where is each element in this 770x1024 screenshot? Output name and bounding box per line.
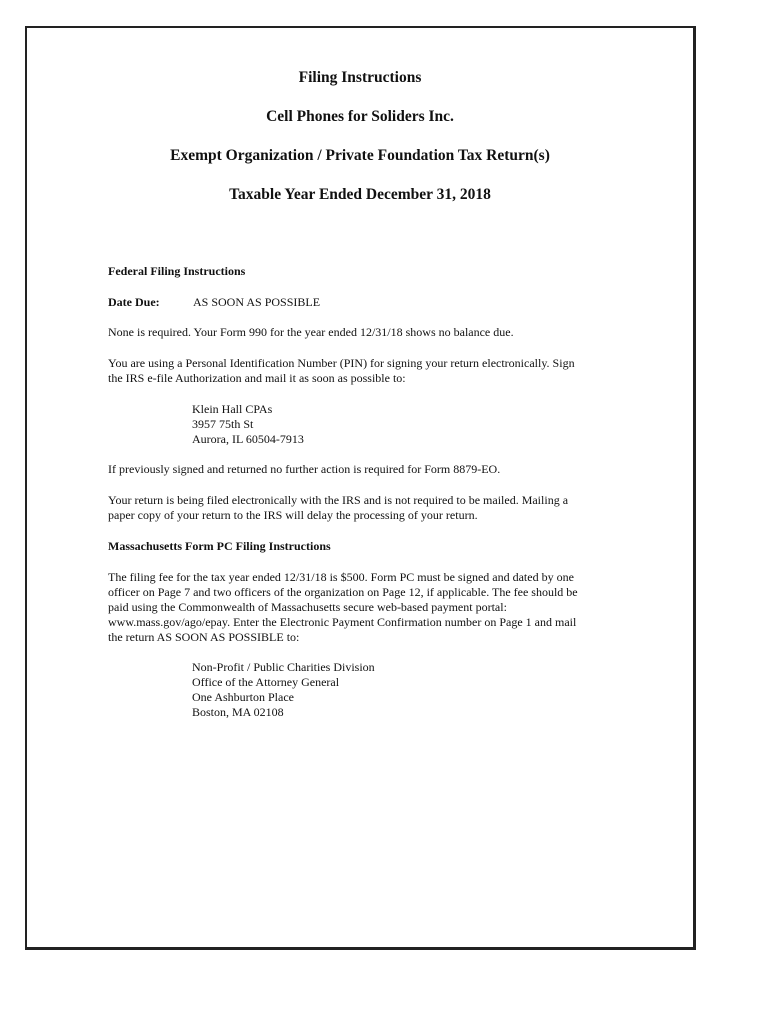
date-due-value: AS SOON AS POSSIBLE	[193, 295, 321, 309]
return-type: Exempt Organization / Private Foundation Tax Return(s)	[170, 147, 550, 164]
document-page	[25, 26, 696, 950]
ma-line: the return AS SOON AS POSSIBLE to:	[108, 630, 300, 644]
pin-paragraph	[108, 356, 628, 386]
massachusetts-section-title: Massachusetts Form PC Filing Instructions	[108, 539, 331, 553]
efile-paragraph	[108, 493, 628, 523]
ma-line: www.mass.gov/ago/epay. Enter the Electronic Payment Confirmation number on Page 1 and mail	[108, 615, 577, 629]
pin-line: You are using a Personal Identification Number (PIN) for signing your return electronically. Sign	[108, 356, 575, 370]
address-line: Office of the Attorney General	[192, 675, 340, 689]
pin-line: the IRS e-file Authorization and mail it as soon as possible to:	[108, 371, 406, 385]
date-due-label: Date Due:	[108, 295, 160, 309]
address-line: One Ashburton Place	[192, 690, 294, 704]
massachusetts-paragraph	[108, 570, 628, 645]
address-line: Non-Profit / Public Charities Division	[192, 660, 375, 674]
address-line: Boston, MA 02108	[192, 705, 284, 719]
ma-line: officer on Page 7 and two officers of the organization on Page 12, if applicable. The fee should be	[108, 585, 578, 599]
address-line: Aurora, IL 60504-7913	[192, 432, 304, 446]
attorney-general-address	[192, 660, 375, 720]
address-line: Klein Hall CPAs	[192, 402, 273, 416]
date-due-row	[108, 295, 320, 310]
signed-note: If previously signed and returned no further action is required for Form 8879-EO.	[108, 462, 501, 476]
efile-line: Your return is being filed electronically with the IRS and is not required to be mailed. Mailing a	[108, 493, 569, 507]
organization-name: Cell Phones for Soliders Inc.	[266, 108, 454, 125]
ma-line: paid using the Commonwealth of Massachusetts secure web-based payment portal:	[108, 600, 507, 614]
federal-section-title: Federal Filing Instructions	[108, 264, 246, 278]
document-title: Filing Instructions	[298, 69, 422, 86]
payment-note: None is required. Your Form 990 for the year ended 12/31/18 shows no balance due.	[108, 325, 514, 339]
efile-line: paper copy of your return to the IRS will delay the processing of your return.	[108, 508, 478, 522]
ma-line: The filing fee for the tax year ended 12/31/18 is $500. Form PC must be signed and dated by one	[108, 570, 574, 584]
taxable-year: Taxable Year Ended December 31, 2018	[229, 186, 491, 203]
address-line: 3957 75th St	[192, 417, 254, 431]
cpa-address	[192, 402, 304, 447]
